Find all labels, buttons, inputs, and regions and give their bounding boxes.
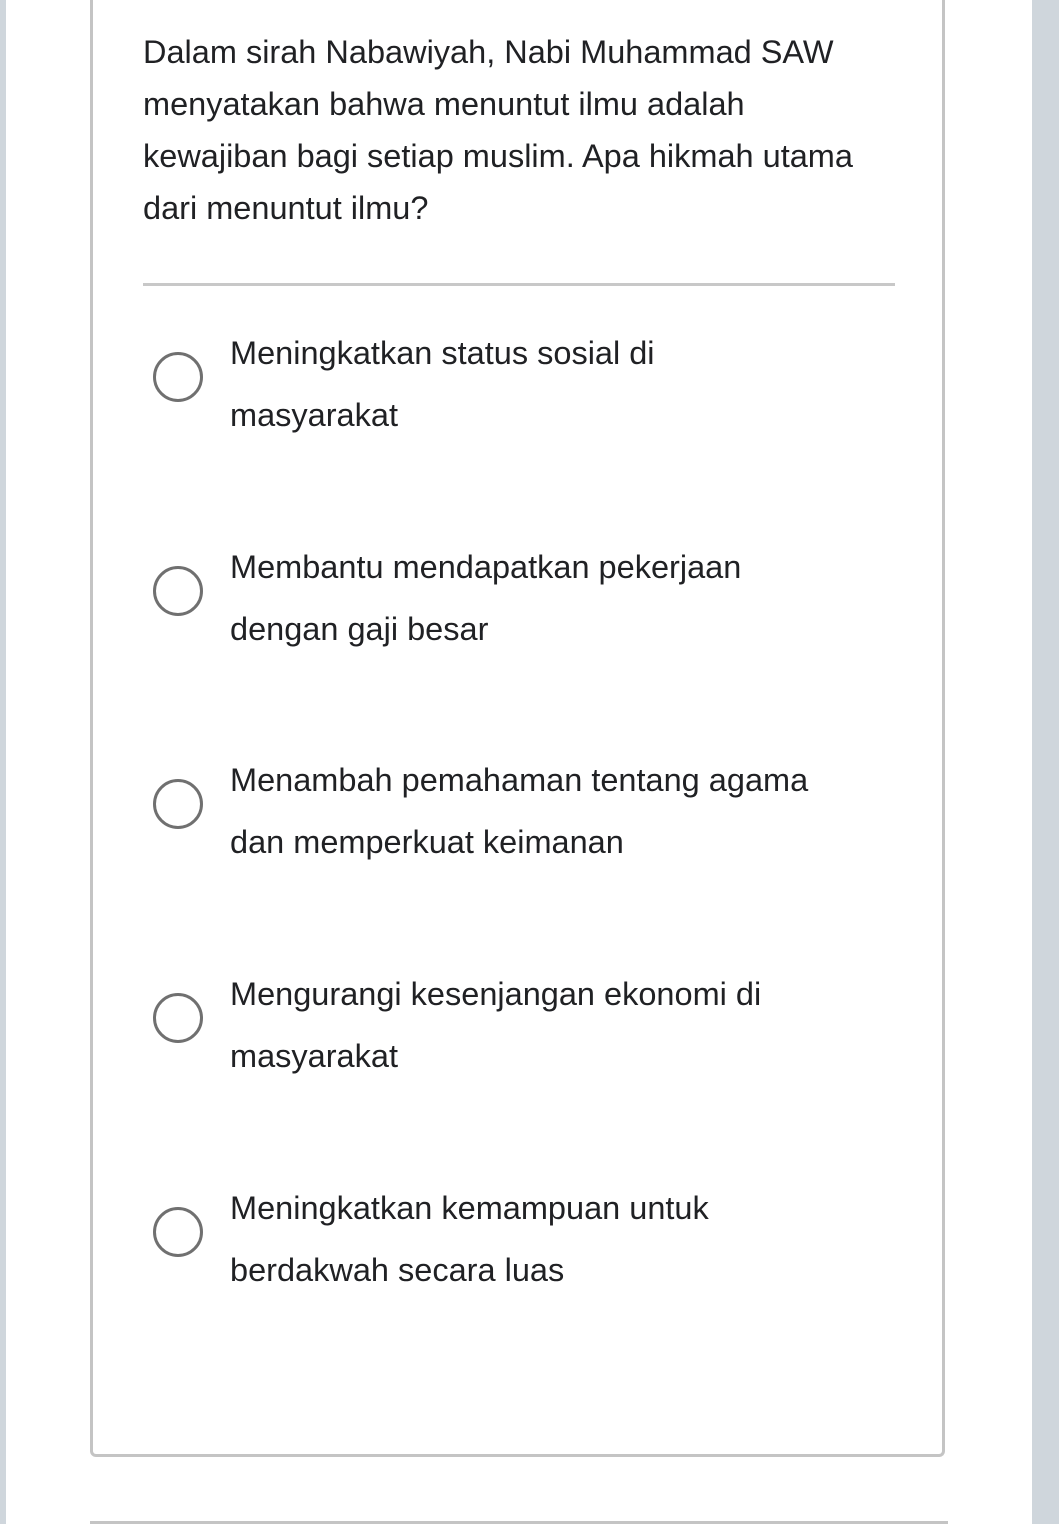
left-gutter	[0, 0, 6, 1524]
radio-button-icon[interactable]	[153, 352, 203, 402]
option-3[interactable]	[153, 762, 833, 873]
question-text: Dalam sirah Nabawiyah, Nabi Muhammad SAW menyatakan bahwa menuntut ilmu adalah kewajiban bagi setiap muslim. Apa hikmah utama dari menuntut ilmu?	[143, 34, 853, 226]
option-4[interactable]	[153, 976, 833, 1087]
option-2[interactable]	[153, 549, 833, 660]
option-1[interactable]	[153, 335, 833, 446]
option-label: Mengurangi kesenjangan ekonomi di masyarakat	[230, 976, 762, 1074]
option-label: Meningkatkan kemampuan untuk berdakwah secara luas	[230, 1190, 709, 1288]
question-divider	[143, 283, 895, 286]
option-5[interactable]	[153, 1190, 833, 1301]
radio-button-icon[interactable]	[153, 566, 203, 616]
option-label: Membantu mendapatkan pekerjaan dengan gaji besar	[230, 549, 742, 647]
option-label: Menambah pemahaman tentang agama dan memperkuat keimanan	[230, 762, 809, 860]
right-gutter	[1032, 0, 1059, 1524]
option-label: Meningkatkan status sosial di masyarakat	[230, 335, 655, 433]
radio-button-icon[interactable]	[153, 1207, 203, 1257]
radio-button-icon[interactable]	[153, 993, 203, 1043]
radio-button-icon[interactable]	[153, 779, 203, 829]
